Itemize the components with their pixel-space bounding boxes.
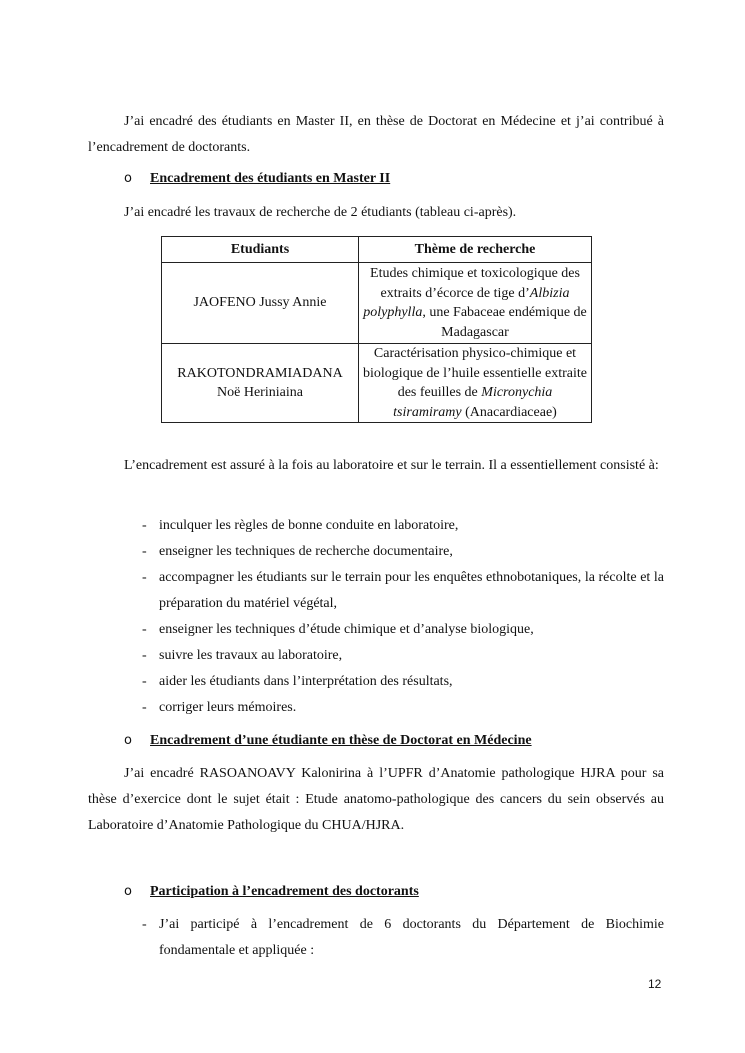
supervision-description: L’encadrement est assuré à la fois au laboratoire et sur le terrain. Il a essentiellement consisté à: bbox=[124, 458, 659, 473]
list-item: - J’ai participé à l’encadrement de 6 doctorants du Département de Biochimie fondamentale et appliquée : bbox=[142, 917, 664, 958]
list-item: - enseigner les techniques de recherche documentaire, bbox=[142, 544, 453, 559]
list-item: - corriger leurs mémoires. bbox=[142, 700, 297, 715]
section-title-doctorants: Participation à l’encadrement des doctorants bbox=[150, 884, 419, 899]
list-item: - inculquer les règles de bonne conduite en laboratoire, bbox=[142, 518, 459, 533]
list-item: - suivre les travaux au laboratoire, bbox=[142, 648, 343, 663]
student-name-cell: RAKOTONDRAMIADANA Noë Heriniaina bbox=[162, 344, 359, 423]
students-table bbox=[161, 236, 592, 423]
bullet-icon: o bbox=[124, 733, 132, 748]
list-item: - accompagner les étudiants sur le terrain pour les enquêtes ethnobotaniques, la récolte et la préparation du matériel végétal, bbox=[142, 570, 664, 611]
table-header-students: Etudiants bbox=[162, 237, 359, 263]
doctorants-list bbox=[142, 912, 664, 964]
section-heading-master bbox=[124, 169, 390, 189]
master-intro-text: J’ai encadré les travaux de recherche de 2 étudiants (tableau ci-après). bbox=[124, 205, 517, 220]
thesis-paragraph: J’ai encadré RASOANOAVY Kalonirina à l’UPFR d’Anatomie pathologique HJRA pour sa thèse d’exercice dont le sujet était : Etude anatomo-pathologique des cancers du sein observés au Laboratoire d’Anatomie Pathologique du CHUA/HJRA. bbox=[88, 766, 664, 833]
intro-paragraph: J’ai encadré des étudiants en Master II, en thèse de Doctorat en Médecine et j’ai contribué à l’encadrement de doctorants. bbox=[88, 114, 664, 155]
task-list bbox=[142, 513, 664, 721]
bullet-icon: o bbox=[124, 884, 132, 899]
table-header-theme: Thème de recherche bbox=[359, 237, 592, 263]
student-name-cell: JAOFENO Jussy Annie bbox=[162, 263, 359, 344]
bullet-icon: o bbox=[124, 171, 132, 186]
table-header-row bbox=[162, 237, 592, 263]
section-title-thesis: Encadrement d’une étudiante en thèse de Doctorat en Médecine bbox=[150, 733, 532, 748]
page-number: 12 bbox=[648, 977, 662, 991]
section-heading-thesis bbox=[124, 731, 532, 751]
list-item: - aider les étudiants dans l’interprétation des résultats, bbox=[142, 674, 453, 689]
table-row bbox=[162, 263, 592, 344]
theme-cell: Etudes chimique et toxicologique des extraits d’écorce de tige d’Albizia polyphylla, une Fabaceae endémique de Madagascar bbox=[359, 263, 592, 344]
theme-cell: Caractérisation physico-chimique et biologique de l’huile essentielle extraite des feuilles de Micronychia tsiramiramy (Anacardiaceae) bbox=[359, 344, 592, 423]
species-name: Micronychia tsiramiramy bbox=[393, 385, 553, 420]
species-name: Albizia polyphylla bbox=[363, 285, 570, 320]
table-row bbox=[162, 344, 592, 423]
section-heading-doctorants bbox=[124, 882, 419, 902]
section-title-master: Encadrement des étudiants en Master II bbox=[150, 171, 391, 186]
list-item: - enseigner les techniques d’étude chimique et d’analyse biologique, bbox=[142, 622, 534, 637]
